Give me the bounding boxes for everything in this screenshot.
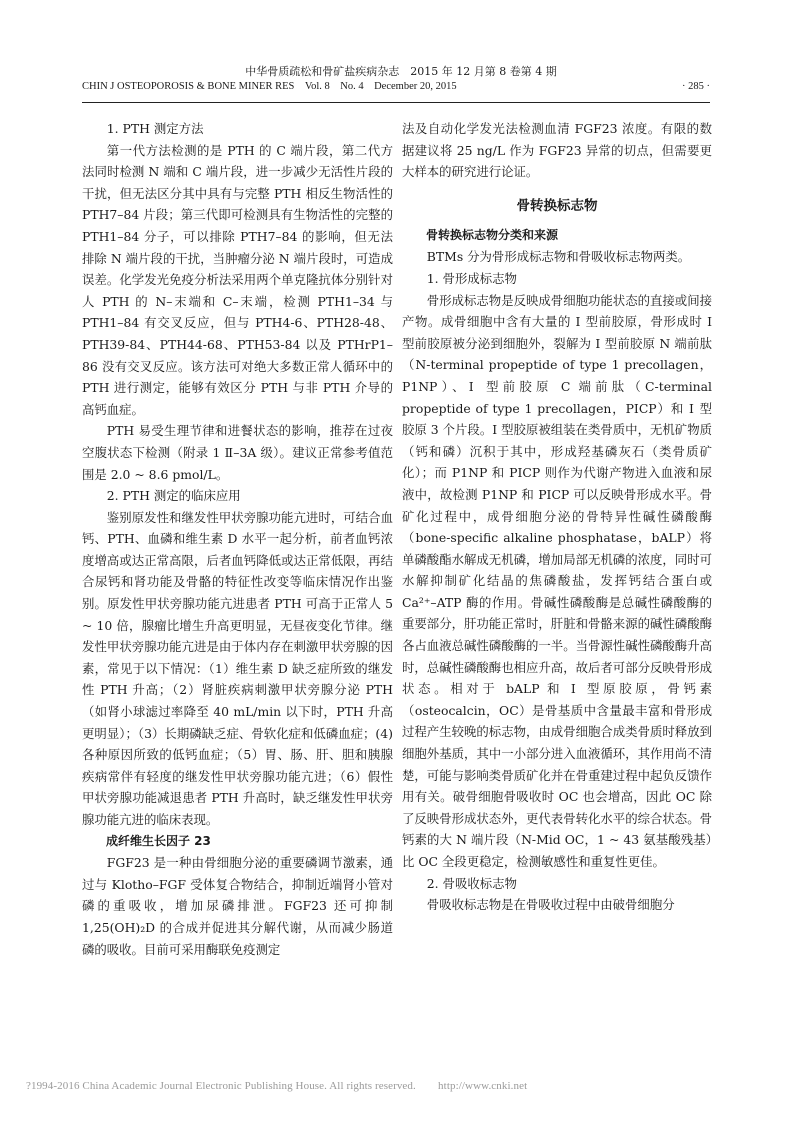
heading-pth-clinical: 2. PTH 测定的临床应用: [106, 488, 241, 504]
page-number: · 285 ·: [682, 81, 710, 92]
paragraph-formation-markers: 骨形成标志物是反映成骨细胞功能状态的直接或间接产物。成骨细胞中含有大量的 Ⅰ 型前胶原，骨形成时 Ⅰ 型前胶原被分泌到细胞外，裂解为 Ⅰ 型前胶原 N 端前肽（N-terminal propeptide of type 1 precollagen，P1NP）、Ⅰ 型前胶原 C 端前肽（C-terminal propeptide of type 1 precollagen，PICP）和 Ⅰ 型胶原 3 个片段。Ⅰ 型胶原被组装在类骨质中，无机矿物质（钙和磷）沉积于其中，形成羟基磷灰石（类骨质矿化）；而 P1NP 和 PICP 则作为代谢产物进入血液和尿液中，故检测 P1NP 和 PICP 可以反映骨形成水平。骨矿化过程中，成骨细胞分泌的骨特异性碱性磷酸酶（bone-specific alkaline phosphatase，bALP）将单磷酸酯水解成无机磷，增加局部无机磷的浓度，同时可水解抑制矿化结晶的焦磷酸盐，发挥钙结合蛋白或 Ca²⁺–ATP 酶的作用。骨碱性磷酸酶是总碱性磷酸酶的重要部分，肝功能正常时，肝脏和骨骼来源的碱性磷酸酶各占血液总碱性磷酸酶的一半。当骨源性碱性磷酸酶升高时，总碱性磷酸酶也相应升高，故后者可部分反映骨形成状态。相对于 bALP 和 Ⅰ 型原胶原，骨钙素（osteocalcin，OC）是骨基质中含量最丰富和骨形成过程产生较晚的标志物，由成骨细胞合成类骨质时释放到细胞外基质，其中一小部分进入血液循环，其作用尚不清楚，可能与影响类骨质矿化并在骨重建过程中起负反馈作用有关。破骨细胞骨吸收时 OC 也会增高，因此 OC 除了反映骨形成状态外，更代表骨转化水平的综合状态。骨钙素的大 N 端片段（N-Mid OC，1 ~ 43 氨基酸残基）比 OC 全段更稳定，检测敏感性和重复性更佳。: [402, 292, 712, 869]
copyright-footer: ?1994-2016 China Academic Journal Electronic Publishing House. All rights reserved. http://www.cnki.net: [26, 1080, 528, 1092]
paragraph-pth-sampling: PTH 易受生理节律和进餐状态的影响，推荐在过夜空腹状态下检测（附录 1 Ⅱ–3A 级）。建议正常参考值范围是 2.0 ~ 8.6 pmol/L。: [82, 423, 393, 482]
paragraph-hyperparathyroidism: 鉴别原发性和继发性甲状旁腺功能亢进时，可结合血钙、PTH、血磷和维生素 D 水平一起分析，前者血钙浓度增高或达正常高限，后者血钙降低或达正常低限，再结合尿钙和肾功能及骨骼的特征性改变等临床情况作出鉴别。原发性甲状旁腺功能亢进患者 PTH 可高于正常人 5 ~ 10 倍，腺瘤比增生升高更明显，无昼夜变化节律。继发性甲状旁腺功能亢进是由于体内存在刺激甲状旁腺的因素，常见于以下情况：（1）维生素 D 缺乏症所致的继发性 PTH 升高；（2）肾脏疾病刺激甲状旁腺分泌 PTH（如肾小球滤过率降至 40 mL/min 以下时，PTH 升高更明显）；（3）长期磷缺乏症、骨软化症和低磷血症；(4) 各种原因所致的低钙血症；（5）胃、肠、肝、胆和胰腺疾病常伴有轻度的继发性甲状旁腺功能亢进；（6）假性甲状旁腺功能减退患者 PTH 升高时，缺乏继发性甲状旁腺功能亢进的临床表现。: [82, 509, 393, 827]
journal-title-en: [82, 79, 710, 94]
heading-pth-method: 1. PTH 测定方法: [106, 121, 204, 136]
page-header: [82, 64, 710, 94]
paragraph-fgf23: FGF23 是一种由骨细胞分泌的重要磷调节激素，通过与 Klotho–FGF 受体复合物结合，抑制近端肾小管对磷的重吸收，增加尿磷排泄。FGF23 还可抑制 1,25(OH)₂D 的合成并促进其分解代谢，从而减少肠道磷的吸收。目前可采用酶联免疫测定: [82, 855, 393, 957]
paragraph-resorption-markers: 骨吸收标志物是在骨吸收过程中由破骨细胞分: [426, 897, 675, 913]
journal-title-cn: 中华骨质疏松和骨矿盐疾病杂志 2015 年 12 月第 8 卷第 4 期: [245, 65, 557, 78]
heading-fgf23: 成纤维生长因子 23: [106, 833, 211, 848]
paragraph-pth-generations: 第一代方法检测的是 PTH 的 C 端片段，第二代方法同时检测 N 端和 C 端片段，进一步减少无活性片段的干扰，但无法区分其中具有与完整 PTH 相反生物活性的 PTH7–84 片段；第三代即可检测具有生物活性的完整的 PTH1–84 分子，可以排除 PTH7–84 的影响，但无法排除 N 端片段的干扰，当肿瘤分泌 N 端片段时，可造成误差。化学发光免疫分析法采用两个单克隆抗体分别针对人 PTH 的 N–末端和 C–末端，检测 PTH1–34 与 PTH1–84 有交叉反应，但与 PTH4-6、PTH28-48、PTH39-84、PTH44-68、PTH53-84 以及 PTHrP1–86 没有交叉反应。该方法可对绝大多数正常人循环中的 PTH 进行测定，能够有效区分 PTH 与非 PTH 介导的高钙血症。: [82, 142, 393, 417]
right-column: [402, 118, 712, 916]
heading-formation-markers: 1. 骨形成标志物: [426, 270, 517, 286]
heading-btm-classification: 骨转换标志物分类和来源: [426, 227, 559, 242]
journal-citation-en: CHIN J OSTEOPOROSIS & BONE MINER RES Vol. 8 No. 4 December 20, 2015: [82, 81, 457, 92]
paragraph-btm-types: BTMs 分为骨形成标志物和骨吸收标志物两类。: [426, 249, 691, 265]
header-rule: [82, 102, 710, 103]
section-title-btm: 骨转换标志物: [516, 197, 598, 214]
left-column: [82, 118, 393, 960]
paragraph-fgf23-continued: 法及自动化学发光法检测血清 FGF23 浓度。有限的数据建议将 25 ng/L 作为 FGF23 异常的切点，但需要更大样本的研究进行论证。: [402, 121, 712, 180]
heading-resorption-markers: 2. 骨吸收标志物: [426, 875, 517, 891]
